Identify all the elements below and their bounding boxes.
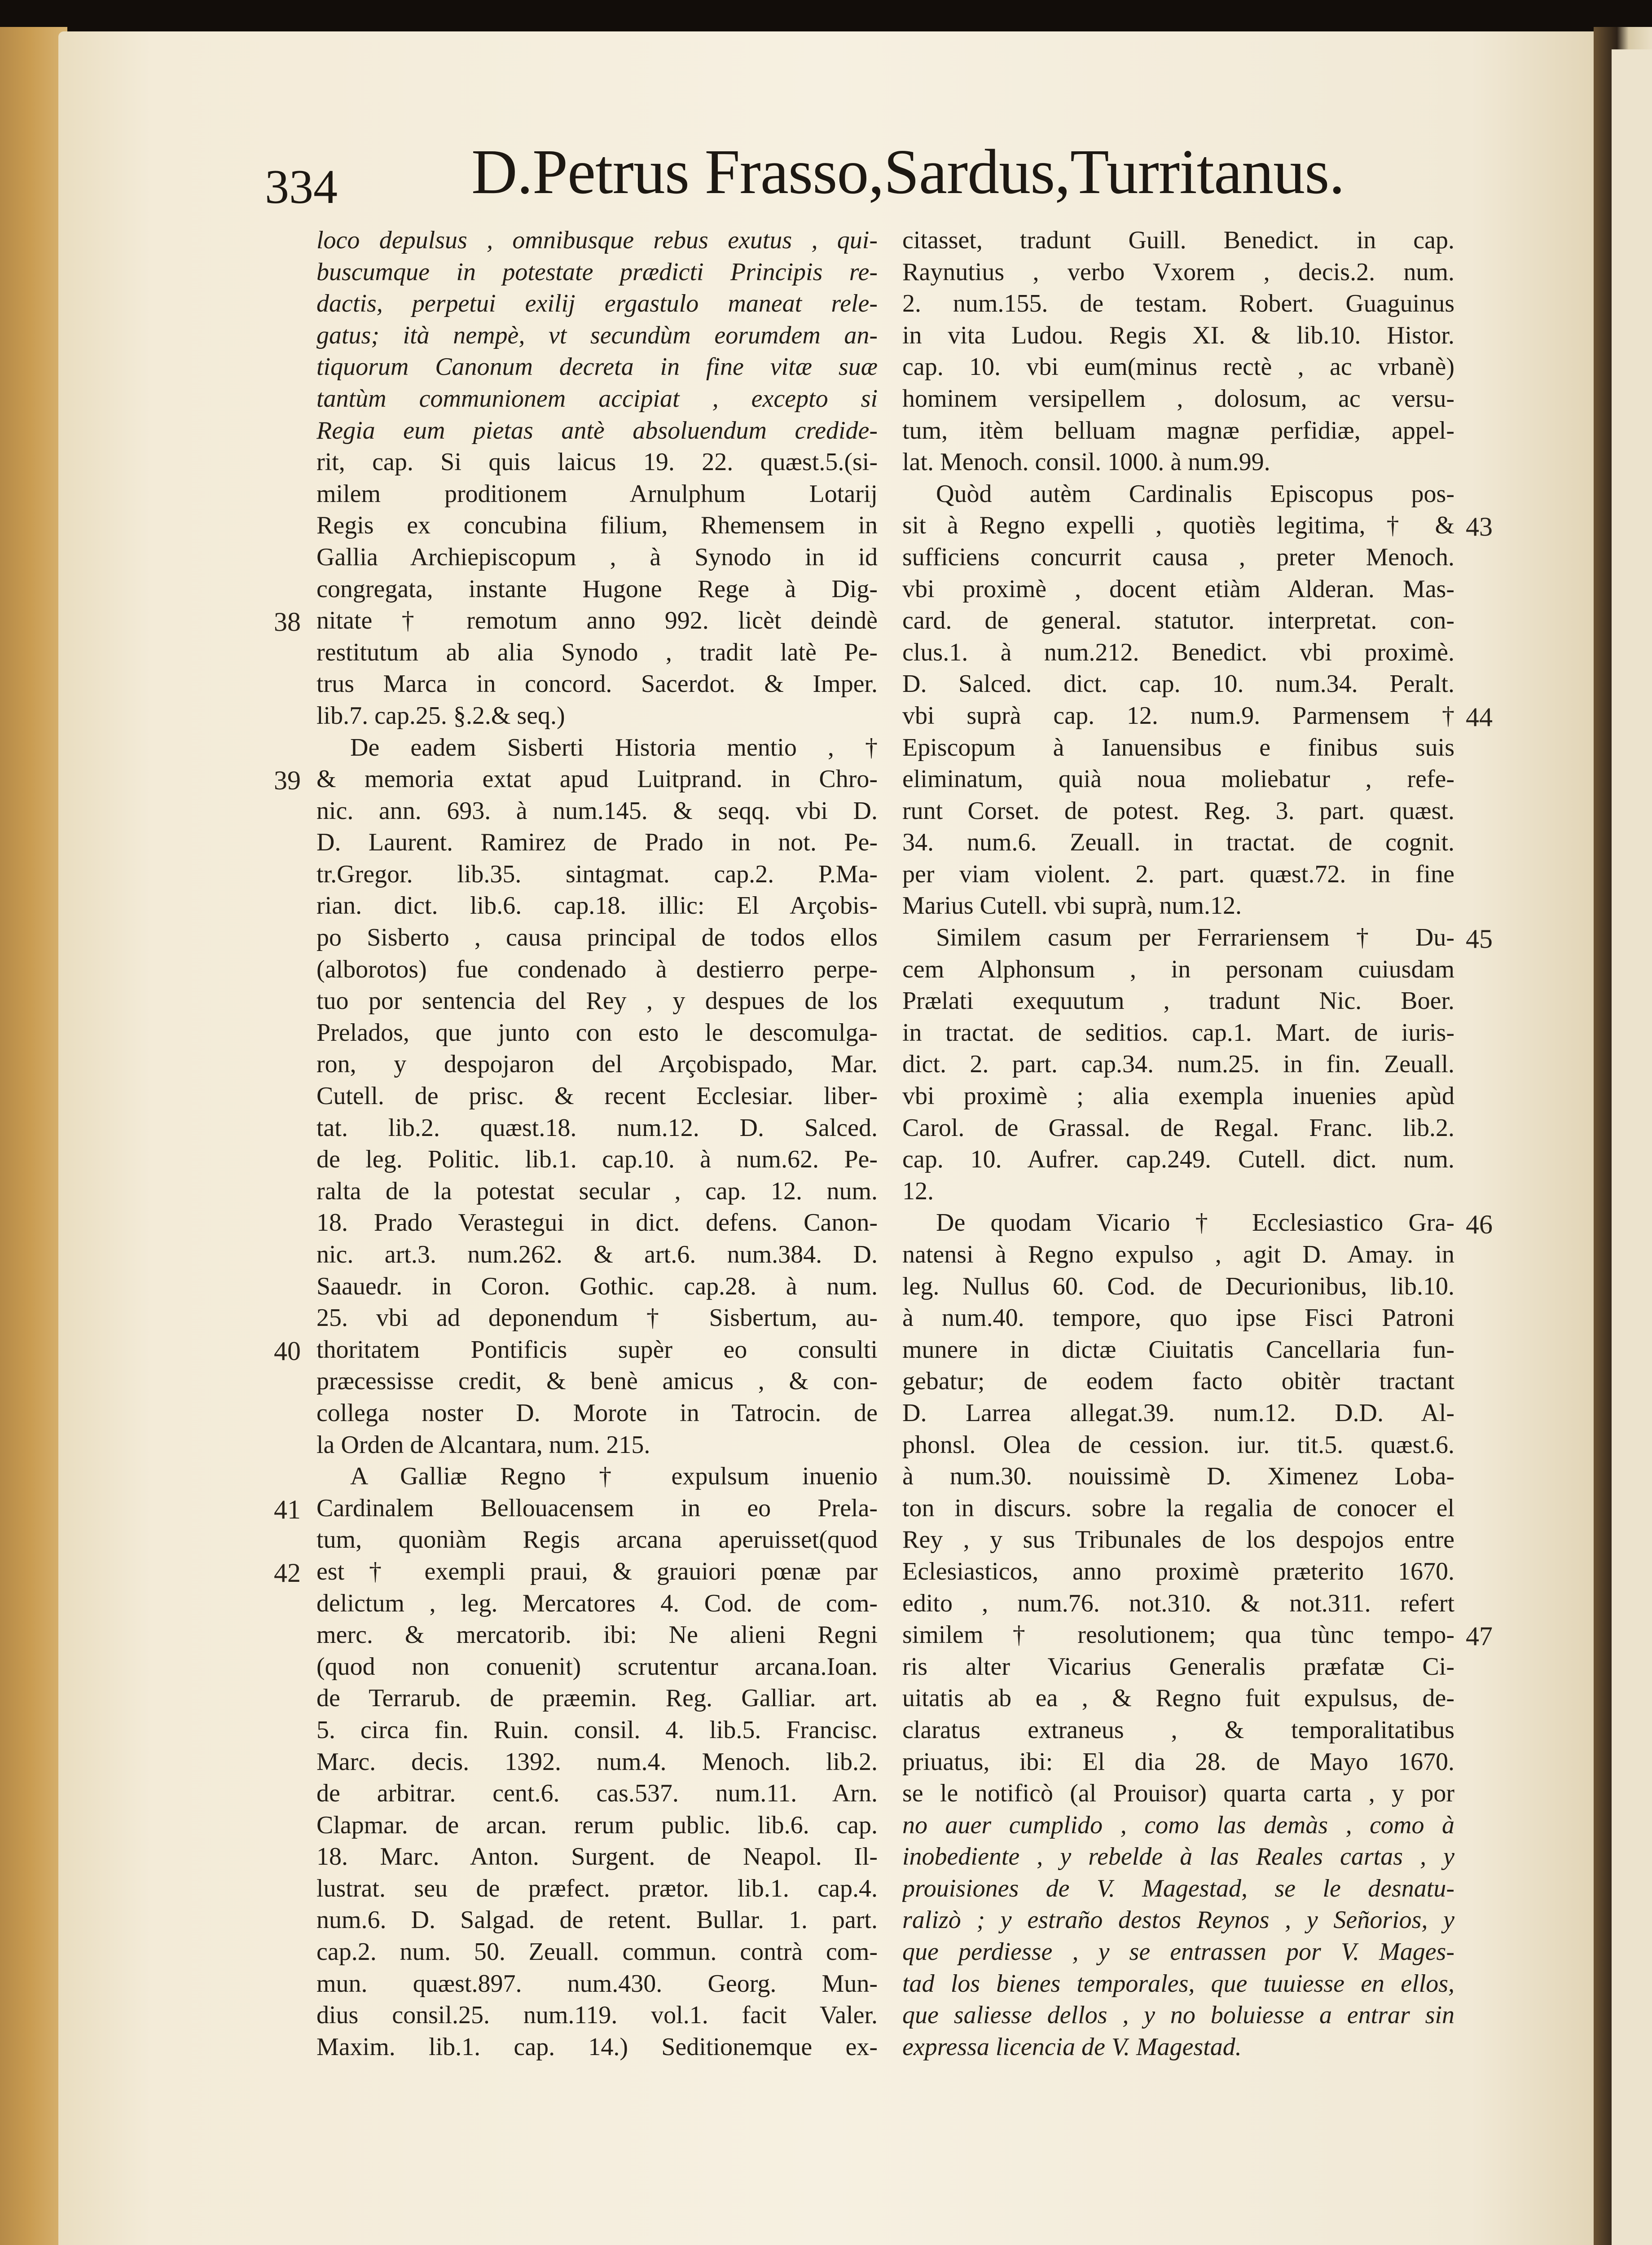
text-line: loco depulsus , omnibusque rebus exutus , qui- bbox=[316, 226, 878, 254]
text-line: Prælati exequutum , tradunt Nic. Boer. bbox=[902, 987, 1454, 1015]
margin-note-number: 44 bbox=[1466, 702, 1493, 732]
text-line: lustrat. seu de præfect. prætor. lib.1. cap.4. bbox=[316, 1874, 878, 1902]
text-line: lib.7. cap.25. §.2.& seq.) bbox=[316, 701, 565, 730]
text-line: hominem versipellem , dolosum, ac versu- bbox=[902, 384, 1454, 413]
text-line: sufficiens concurrit causa , preter Menoch. bbox=[902, 543, 1454, 571]
text-line: tantùm communionem accipiat , excepto si bbox=[316, 384, 878, 413]
text-line: De quodam Vicario † Ecclesiastico Gra- bbox=[936, 1209, 1454, 1237]
text-line: cap. 10. vbi eum(minus rectè , ac vrbanè) bbox=[902, 353, 1454, 381]
text-line: card. de general. statutor. interpretat. con- bbox=[902, 607, 1454, 635]
text-line: dius consil.25. num.119. vol.1. facit Valer. bbox=[316, 2001, 878, 2029]
text-line: (alborotos) fue condenado à destierro perpe- bbox=[316, 955, 878, 983]
margin-note-number: 40 bbox=[274, 1336, 301, 1366]
text-line: de arbitrar. cent.6. cas.537. num.11. Arn. bbox=[316, 1779, 878, 1808]
margin-note-number: 38 bbox=[274, 607, 301, 637]
text-line: Marc. decis. 1392. num.4. Menoch. lib.2. bbox=[316, 1748, 878, 1776]
text-line: citasset, tradunt Guill. Benedict. in cap. bbox=[902, 226, 1454, 254]
text-line: num.6. D. Salgad. de retent. Bullar. 1. part. bbox=[316, 1906, 878, 1934]
margin-note-number: 46 bbox=[1466, 1209, 1493, 1239]
text-line: thoritatem Pontificis supèr eo consulti bbox=[316, 1335, 878, 1364]
text-line: uitatis ab ea , & Regno fuit expulsus, de- bbox=[902, 1684, 1454, 1712]
text-line: nitate † remotum anno 992. licèt deindè bbox=[316, 607, 878, 635]
text-line: 12. bbox=[902, 1177, 934, 1205]
text-line: collega noster D. Morote in Tatrocin. de bbox=[316, 1399, 878, 1427]
text-line: delictum , leg. Mercatores 4. Cod. de com- bbox=[316, 1589, 878, 1617]
text-line: tum, quoniàm Regis arcana aperuisset(quod bbox=[316, 1526, 878, 1554]
text-column-left bbox=[316, 224, 878, 2063]
text-line: gebatur; de eodem facto obitèr tractant bbox=[902, 1367, 1454, 1395]
text-line: cem Alphonsum , in personam cuiusdam bbox=[902, 955, 1454, 983]
text-line: Clapmar. de arcan. rerum public. lib.6. cap. bbox=[316, 1811, 878, 1839]
text-line: eliminatum, quià noua moliebatur , refe- bbox=[902, 765, 1454, 793]
text-line: cap.2. num. 50. Zeuall. commun. contrà com- bbox=[316, 1938, 878, 1966]
text-line: Cardinalem Bellouacensem in eo Prela- bbox=[316, 1494, 878, 1522]
margin-note-number: 42 bbox=[274, 1558, 301, 1588]
text-line: inobediente , y rebelde à las Reales cartas , y bbox=[902, 1843, 1454, 1871]
text-line: D. Salced. dict. cap. 10. num.34. Peralt. bbox=[902, 670, 1454, 698]
text-line: in vita Ludou. Regis XI. & lib.10. Histor. bbox=[902, 321, 1454, 349]
text-line: ton in discurs. sobre la regalia de conocer el bbox=[902, 1494, 1454, 1522]
text-line: 5. circa fin. Ruin. consil. 4. lib.5. Francisc. bbox=[316, 1716, 878, 1744]
text-line: natensi à Regno expulso , agit D. Amay. in bbox=[902, 1241, 1454, 1268]
text-line: de leg. Politic. lib.1. cap.10. à num.62. Pe- bbox=[316, 1145, 878, 1174]
margin-note-number: 43 bbox=[1466, 512, 1493, 542]
text-line: gatus; ità nempè, vt secundùm eorumdem an- bbox=[316, 321, 878, 349]
text-line: Gallia Archiepiscopum , à Synodo in id bbox=[316, 543, 878, 571]
text-line: à num.30. nouissimè D. Ximenez Loba- bbox=[902, 1462, 1454, 1491]
text-line: A Galliæ Regno † expulsum inuenio bbox=[350, 1462, 878, 1491]
text-line: D. Laurent. Ramirez de Prado in not. Pe- bbox=[316, 828, 878, 857]
text-line: & memoria extat apud Luitprand. in Chro- bbox=[316, 765, 878, 793]
text-line: mun. quæst.897. num.430. Georg. Mun- bbox=[316, 1969, 878, 1998]
text-line: similem † resolutionem; qua tùnc tempo- bbox=[902, 1621, 1454, 1649]
margin-note-number: 47 bbox=[1466, 1621, 1493, 1651]
text-line: merc. & mercatorib. ibi: Ne alieni Regni bbox=[316, 1621, 878, 1649]
text-line: vbi proximè ; alia exempla inuenies apùd bbox=[902, 1082, 1454, 1110]
text-line: tum, itèm belluam magnæ perfidiæ, appel- bbox=[902, 416, 1454, 445]
text-column-right bbox=[902, 224, 1454, 2063]
text-line: se le notificò (al Prouisor) quarta carta , y por bbox=[902, 1779, 1454, 1808]
margin-note-number: 45 bbox=[1466, 924, 1493, 954]
text-line: 18. Marc. Anton. Surgent. de Neapol. Il- bbox=[316, 1843, 878, 1871]
text-line: Rey , y sus Tribunales de los despojos entre bbox=[902, 1526, 1454, 1554]
text-line: dict. 2. part. cap.34. num.25. in fin. Zeuall. bbox=[902, 1050, 1454, 1078]
text-line: leg. Nullus 60. Cod. de Decurionibus, lib.10. bbox=[902, 1272, 1454, 1300]
text-line: milem proditionem Arnulphum Lotarij bbox=[316, 480, 878, 508]
margin-note-number: 39 bbox=[274, 766, 301, 796]
text-line: 34. num.6. Zeuall. in tractat. de cognit. bbox=[902, 828, 1454, 857]
margin-note-number: 41 bbox=[274, 1495, 301, 1524]
text-line: tad los bienes temporales, que tuuiesse en ellos, bbox=[902, 1969, 1454, 1998]
text-line: rian. dict. lib.6. cap.18. illic: El Arçobis- bbox=[316, 892, 878, 920]
text-line: Regia eum pietas antè absoluendum credide- bbox=[316, 416, 878, 445]
text-line: trus Marca in concord. Sacerdot. & Imper. bbox=[316, 670, 878, 698]
text-line: Carol. de Grassal. de Regal. Franc. lib.2. bbox=[902, 1114, 1454, 1142]
text-line: tat. lib.2. quæst.18. num.12. D. Salced. bbox=[316, 1114, 878, 1142]
page-edge-left bbox=[0, 27, 67, 2245]
text-line: Quòd autèm Cardinalis Episcopus pos- bbox=[936, 480, 1454, 508]
text-line: Marius Cutell. vbi suprà, num.12. bbox=[902, 892, 1242, 920]
text-line: buscumque in potestate prædicti Principis re- bbox=[316, 258, 878, 286]
text-line: à num.40. tempore, quo ipse Fisci Patroni bbox=[902, 1304, 1454, 1332]
text-line: Raynutius , verbo Vxorem , decis.2. num. bbox=[902, 258, 1454, 286]
text-line: vbi suprà cap. 12. num.9. Parmensem † bbox=[902, 701, 1454, 730]
next-page-edge bbox=[1612, 49, 1652, 2245]
text-line: (quod non conuenit) scrutentur arcana.Ioan. bbox=[316, 1652, 878, 1681]
text-line: Regis ex concubina filium, Rhemensem in bbox=[316, 511, 878, 540]
text-line: runt Corset. de potest. Reg. 3. part. quæst. bbox=[902, 797, 1454, 825]
text-line: claratus extraneus , & temporalitatibus bbox=[902, 1716, 1454, 1744]
text-line: clus.1. à num.212. Benedict. vbi proximè. bbox=[902, 638, 1454, 666]
text-line: Saauedr. in Coron. Gothic. cap.28. à num. bbox=[316, 1272, 878, 1300]
text-line: phonsl. Olea de cession. iur. tit.5. quæst.6. bbox=[902, 1431, 1454, 1459]
text-line: nic. art.3. num.262. & art.6. num.384. D. bbox=[316, 1241, 878, 1268]
text-line: Similem casum per Ferrariensem † Du- bbox=[936, 924, 1454, 952]
text-line: cap. 10. Aufrer. cap.249. Cutell. dict. num. bbox=[902, 1145, 1454, 1174]
text-line: Episcopum à Ianuensibus e finibus suis bbox=[902, 733, 1454, 762]
text-line: dactis, perpetui exilij ergastulo maneat rele- bbox=[316, 290, 878, 318]
text-line: ralta de la potestat secular , cap. 12. num. bbox=[316, 1177, 878, 1205]
text-line: tiquorum Canonum decreta in fine vitæ suæ bbox=[316, 353, 878, 381]
text-line: restitutum ab alia Synodo , tradit latè Pe- bbox=[316, 638, 878, 666]
text-line: po Sisberto , causa principal de todos ellos bbox=[316, 924, 878, 952]
text-line: per viam violent. 2. part. quæst.72. in fine bbox=[902, 860, 1454, 888]
text-line: no auer cumplido , como las demàs , como à bbox=[902, 1811, 1454, 1839]
text-line: 25. vbi ad deponendum † Sisbertum, au- bbox=[316, 1304, 878, 1332]
text-line: est † exempli praui, & grauiori pœnæ par bbox=[316, 1557, 878, 1585]
text-line: vbi proximè , docent etiàm Alderan. Mas- bbox=[902, 575, 1454, 603]
page-number: 334 bbox=[265, 160, 338, 214]
text-line: rit, cap. Si quis laicus 19. 22. quæst.5.(si- bbox=[316, 448, 878, 476]
text-line: Prelados, que junto con esto le descomulga- bbox=[316, 1018, 878, 1047]
text-line: sit à Regno expelli , quotiès legitima, † & bbox=[902, 511, 1454, 540]
text-line: D. Larrea allegat.39. num.12. D.D. Al- bbox=[902, 1399, 1454, 1427]
text-line: expressa licencia de V. Magestad. bbox=[902, 2033, 1242, 2061]
text-line: congregata, instante Hugone Rege à Dig- bbox=[316, 575, 878, 603]
text-line: Eclesiasticos, anno proximè præterito 1670. bbox=[902, 1557, 1454, 1585]
text-line: 18. Prado Verastegui in dict. defens. Canon- bbox=[316, 1209, 878, 1237]
text-line: in tractat. de seditios. cap.1. Mart. de iuris- bbox=[902, 1018, 1454, 1047]
text-line: que perdiesse , y se entrassen por V. Mages- bbox=[902, 1938, 1454, 1966]
text-line: priuatus, ibi: El dia 28. de Mayo 1670. bbox=[902, 1748, 1454, 1776]
text-line: Maxim. lib.1. cap. 14.) Seditionemque ex- bbox=[316, 2033, 878, 2061]
text-line: tr.Gregor. lib.35. sintagmat. cap.2. P.Ma- bbox=[316, 860, 878, 888]
text-line: de Terrarub. de præemin. Reg. Galliar. art. bbox=[316, 1684, 878, 1712]
text-line: ron, y despojaron del Arçobispado, Mar. bbox=[316, 1050, 878, 1078]
text-line: la Orden de Alcantara, num. 215. bbox=[316, 1431, 650, 1459]
text-line: prouisiones de V. Magestad, se le desnatu- bbox=[902, 1874, 1454, 1902]
text-line: præcessisse credit, & benè amicus , & con- bbox=[316, 1367, 878, 1395]
text-line: nic. ann. 693. à num.145. & seqq. vbi D. bbox=[316, 797, 878, 825]
text-line: lat. Menoch. consil. 1000. à num.99. bbox=[902, 448, 1270, 476]
text-line: ris alter Vicarius Generalis præfatæ Ci- bbox=[902, 1652, 1454, 1681]
text-line: Cutell. de prisc. & recent Ecclesiar. liber- bbox=[316, 1082, 878, 1110]
text-line: edito , num.76. not.310. & not.311. refert bbox=[902, 1589, 1454, 1617]
text-line: De eadem Sisberti Historia mentio , † bbox=[350, 733, 878, 762]
text-line: tuo por sentencia del Rey , y despues de los bbox=[316, 987, 878, 1015]
text-line: 2. num.155. de testam. Robert. Guaguinus bbox=[902, 290, 1454, 318]
text-line: munere in dictæ Ciuitatis Cancellaria fun- bbox=[902, 1335, 1454, 1364]
text-line: que saliesse dellos , y no boluiesse a entrar sin bbox=[902, 2001, 1454, 2029]
running-title: D.Petrus Frasso,Sardus,Turritanus. bbox=[471, 136, 1344, 207]
text-line: ralizò ; y estraño destos Reynos , y Señorios, y bbox=[902, 1906, 1454, 1934]
